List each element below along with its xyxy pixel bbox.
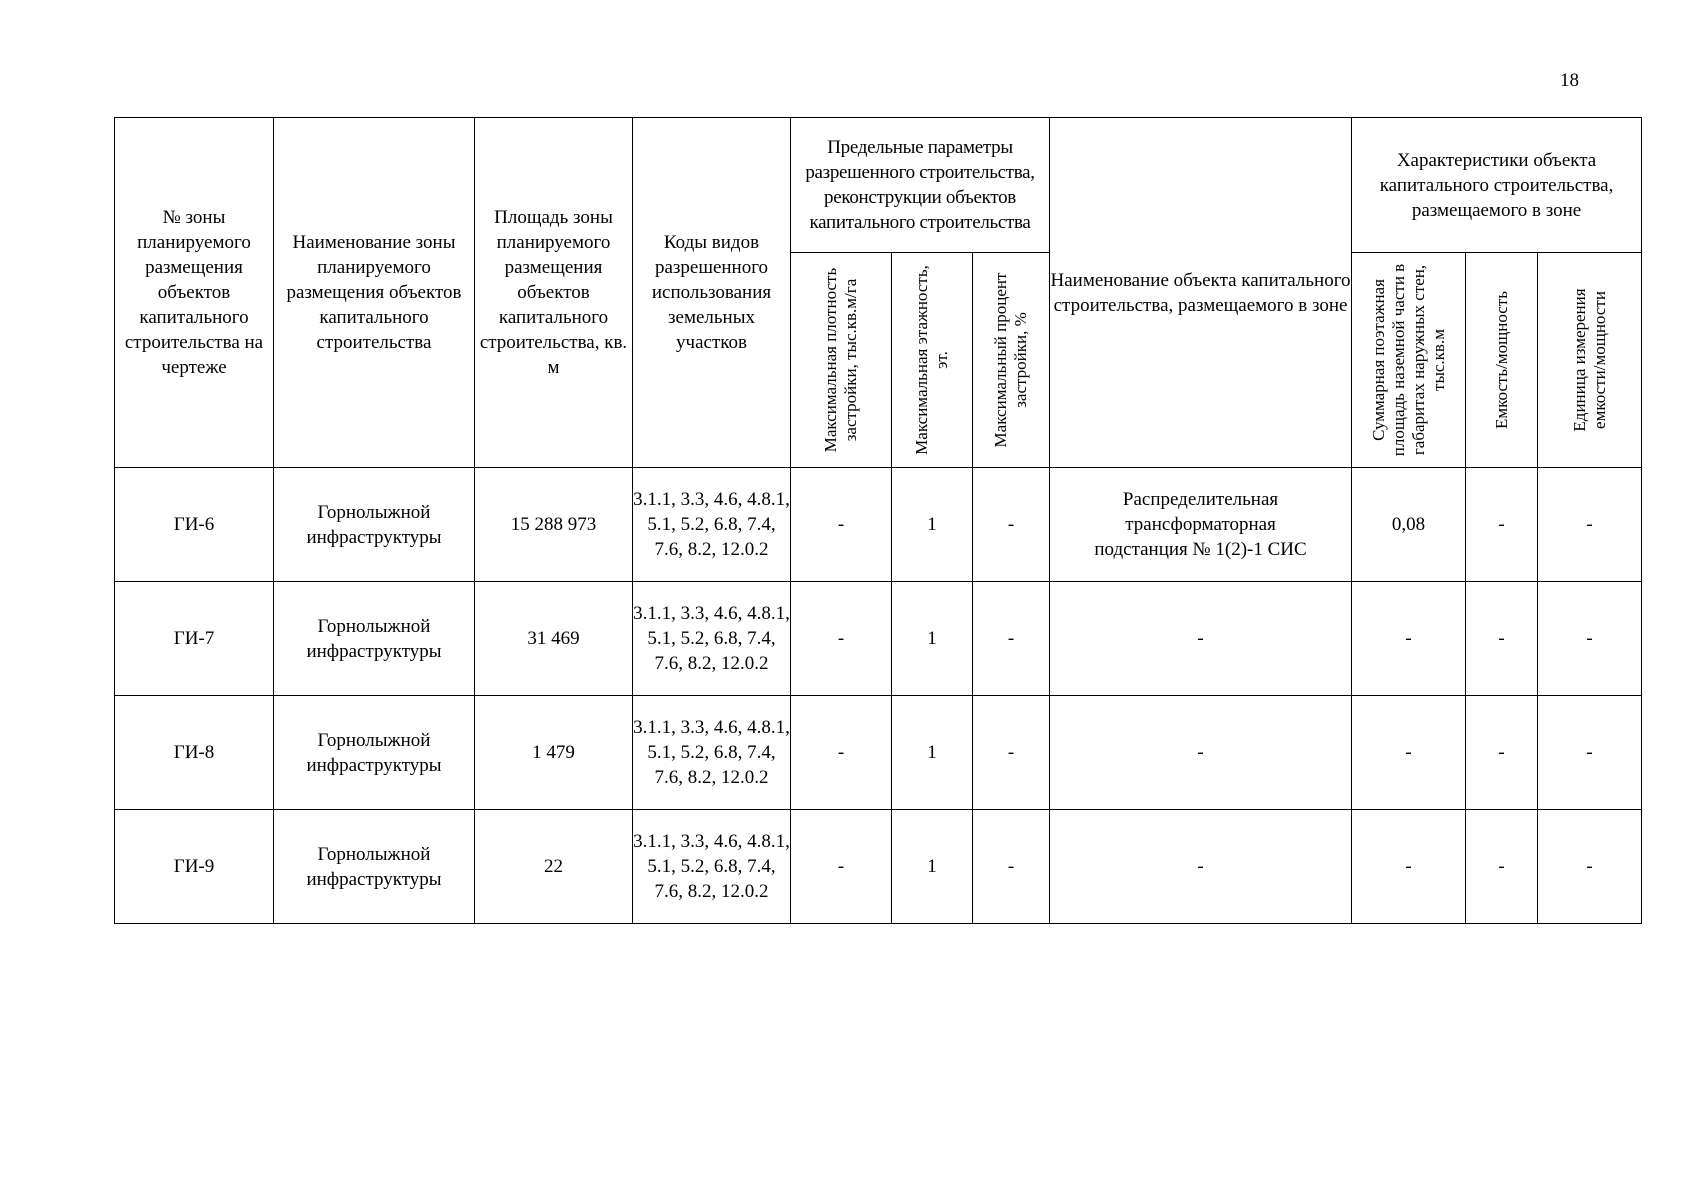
zone-number-cell: ГИ-7 bbox=[115, 582, 274, 696]
density-cell: - bbox=[791, 696, 892, 810]
table-row bbox=[115, 582, 1642, 696]
zone-area-cell: 1 479 bbox=[475, 696, 633, 810]
percent-cell: - bbox=[973, 810, 1050, 924]
header-zone-name: Наименование зоны планируемого размещения объектов капитального строительства bbox=[274, 118, 475, 468]
zone-number-cell: ГИ-6 bbox=[115, 468, 274, 582]
zones-table bbox=[114, 117, 1642, 924]
header-capacity-text: Емкость/мощность bbox=[1491, 291, 1511, 430]
object-name-cell: - bbox=[1050, 810, 1352, 924]
header-zone-area: Площадь зоны планируемого размещения объектов капитального строительства, кв. м bbox=[475, 118, 633, 468]
header-max-floors bbox=[892, 253, 973, 468]
zone-area-cell: 31 469 bbox=[475, 582, 633, 696]
zone-name-cell: Горнолыжной инфраструктуры bbox=[274, 468, 475, 582]
total-area-cell: - bbox=[1352, 582, 1466, 696]
density-cell: - bbox=[791, 810, 892, 924]
table-row bbox=[115, 468, 1642, 582]
total-area-cell: 0,08 bbox=[1352, 468, 1466, 582]
object-name-cell: - bbox=[1050, 582, 1352, 696]
percent-cell: - bbox=[973, 696, 1050, 810]
total-area-cell: - bbox=[1352, 696, 1466, 810]
percent-cell: - bbox=[973, 582, 1050, 696]
capacity-cell: - bbox=[1466, 810, 1538, 924]
floors-cell: 1 bbox=[892, 810, 973, 924]
header-max-percent bbox=[973, 253, 1050, 468]
zone-name-cell: Горнолыжной инфраструктуры bbox=[274, 582, 475, 696]
table-row bbox=[115, 810, 1642, 924]
floors-cell: 1 bbox=[892, 582, 973, 696]
header-object-name: Наименование объекта капитального строительства, размещаемого в зоне bbox=[1050, 118, 1352, 468]
table-row bbox=[115, 696, 1642, 810]
header-max-density bbox=[791, 253, 892, 468]
header-capacity-unit-text: Единица измерения емкости/мощности bbox=[1569, 288, 1609, 432]
header-max-percent-text: Максимальный процент застройки, % bbox=[991, 272, 1031, 448]
use-codes-cell: 3.1.1, 3.3, 4.6, 4.8.1, 5.1, 5.2, 6.8, 7.4, 7.6, 8.2, 12.0.2 bbox=[633, 810, 791, 924]
total-area-cell: - bbox=[1352, 810, 1466, 924]
zone-area-cell: 15 288 973 bbox=[475, 468, 633, 582]
header-capacity-unit bbox=[1538, 253, 1642, 468]
zone-area-cell: 22 bbox=[475, 810, 633, 924]
header-characteristics-group: Характеристики объекта капитального строительства, размещаемого в зоне bbox=[1352, 118, 1642, 253]
zone-number-cell: ГИ-8 bbox=[115, 696, 274, 810]
percent-cell: - bbox=[973, 468, 1050, 582]
capacity-unit-cell: - bbox=[1538, 582, 1642, 696]
capacity-cell: - bbox=[1466, 468, 1538, 582]
use-codes-cell: 3.1.1, 3.3, 4.6, 4.8.1, 5.1, 5.2, 6.8, 7.4, 7.6, 8.2, 12.0.2 bbox=[633, 468, 791, 582]
density-cell: - bbox=[791, 468, 892, 582]
header-use-codes: Коды видов разрешенного использования земельных участков bbox=[633, 118, 791, 468]
capacity-cell: - bbox=[1466, 696, 1538, 810]
header-total-area-text: Суммарная поэтажная площадь наземной части в габаритах наружных стен, тыс.кв.м bbox=[1368, 263, 1448, 457]
header-max-density-text: Максимальная плотность застройки, тыс.кв.м/га bbox=[821, 267, 860, 453]
page-number: 18 bbox=[1560, 70, 1579, 91]
header-limits-group: Предельные параметры разрешенного строительства, реконструкции объектов капитального строительства bbox=[791, 118, 1050, 253]
zone-name-cell: Горнолыжной инфраструктуры bbox=[274, 696, 475, 810]
header-zone-number: № зоны планируемого размещения объектов капитального строительства на чертеже bbox=[115, 118, 274, 468]
zone-number-cell: ГИ-9 bbox=[115, 810, 274, 924]
floors-cell: 1 bbox=[892, 468, 973, 582]
zone-name-cell: Горнолыжной инфраструктуры bbox=[274, 810, 475, 924]
capacity-unit-cell: - bbox=[1538, 468, 1642, 582]
header-capacity bbox=[1466, 253, 1538, 468]
capacity-unit-cell: - bbox=[1538, 810, 1642, 924]
capacity-unit-cell: - bbox=[1538, 696, 1642, 810]
header-max-floors-text: Максимальная этажность, эт. bbox=[912, 265, 951, 455]
density-cell: - bbox=[791, 582, 892, 696]
object-name-cell: Распределительная трансформаторная подстанция № 1(2)-1 СИС bbox=[1050, 468, 1352, 582]
use-codes-cell: 3.1.1, 3.3, 4.6, 4.8.1, 5.1, 5.2, 6.8, 7.4, 7.6, 8.2, 12.0.2 bbox=[633, 696, 791, 810]
floors-cell: 1 bbox=[892, 696, 973, 810]
use-codes-cell: 3.1.1, 3.3, 4.6, 4.8.1, 5.1, 5.2, 6.8, 7.4, 7.6, 8.2, 12.0.2 bbox=[633, 582, 791, 696]
capacity-cell: - bbox=[1466, 582, 1538, 696]
header-total-area bbox=[1352, 253, 1466, 468]
object-name-cell: - bbox=[1050, 696, 1352, 810]
